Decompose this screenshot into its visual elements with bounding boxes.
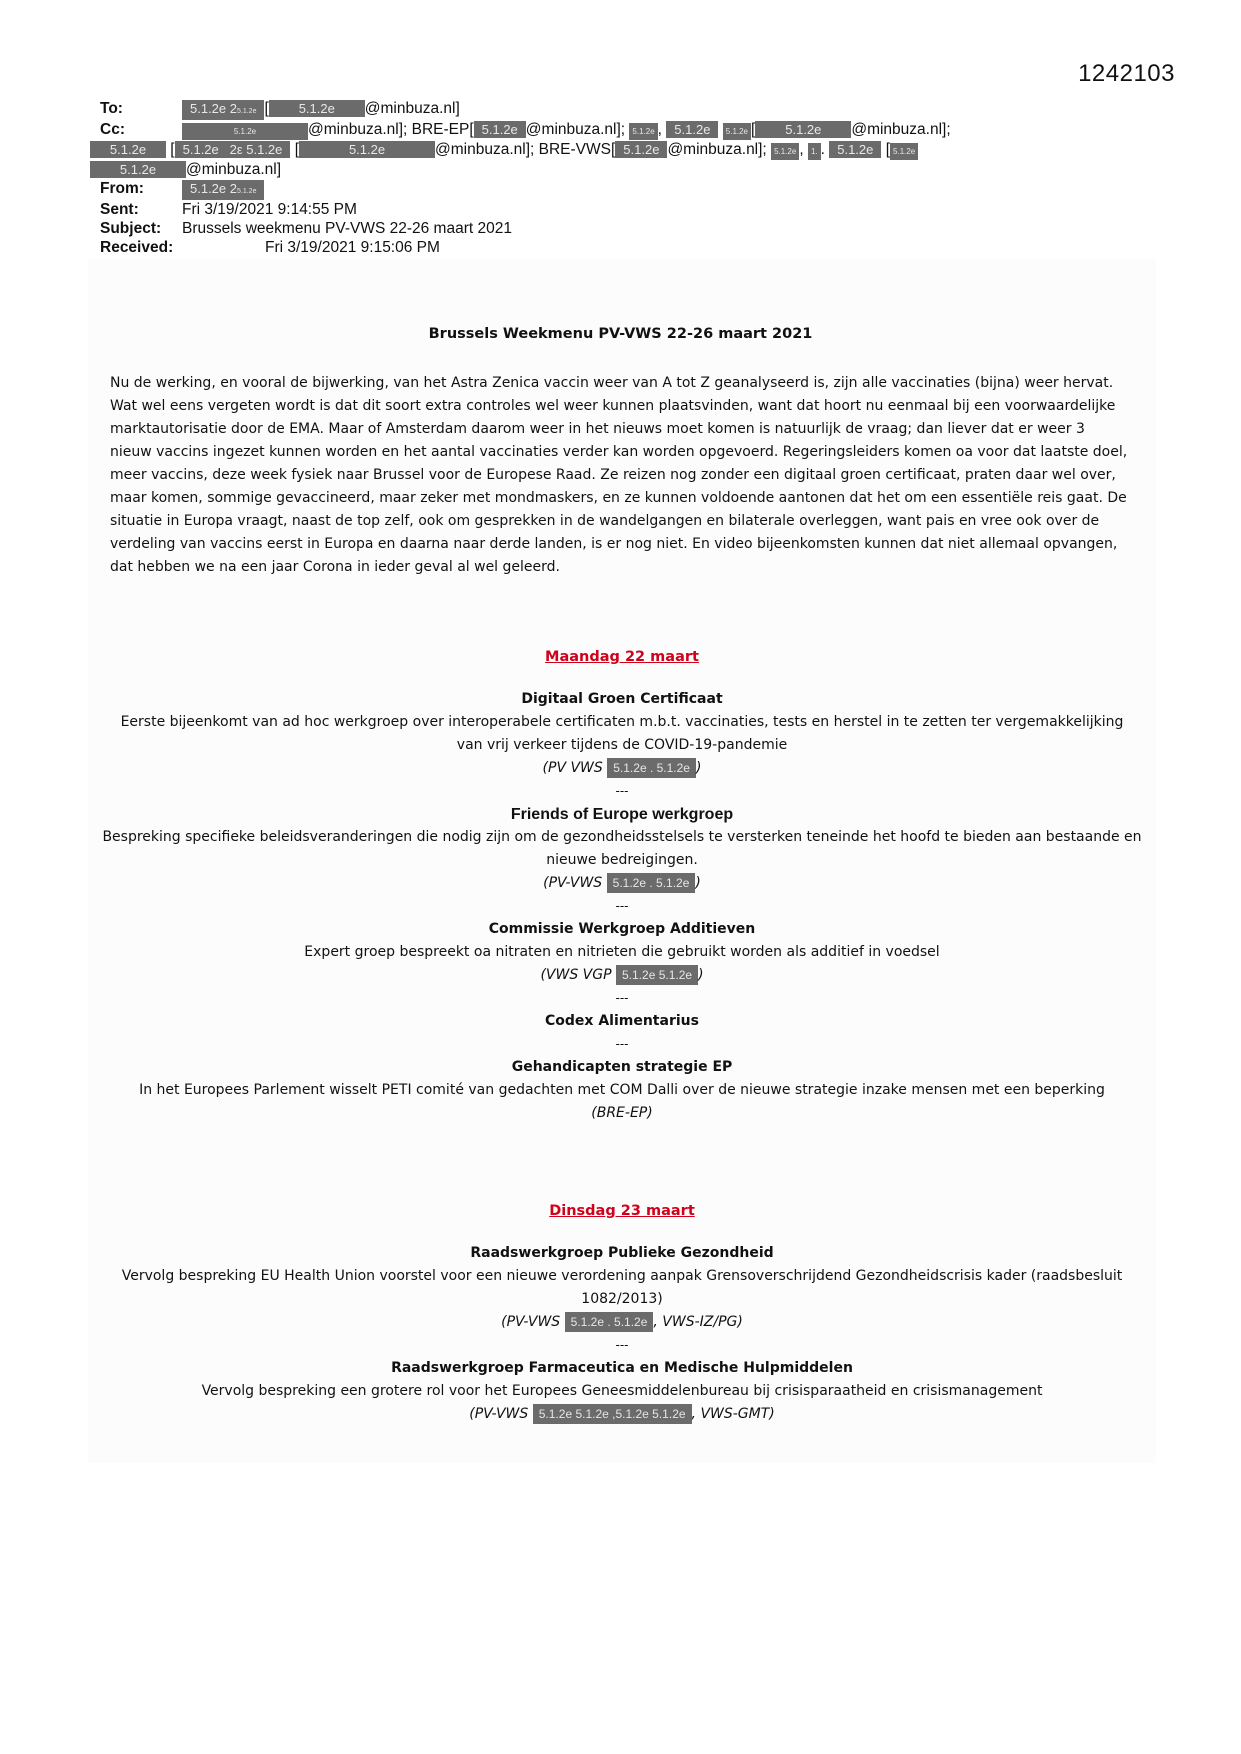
cc-row-3: 5.1.2e @minbuza.nl]: [90, 160, 1160, 179]
agenda-item-description: Vervolg bespreking een grotere rol voor het Europees Geneesmiddelenbureau bij crisisparaatheid en crisismanagement: [201, 1383, 1043, 1399]
separator: ---: [615, 991, 629, 1005]
agenda-item-description: Eerste bijeenkomt van ad hoc werkgroep over interoperabele certificaten m.b.t. vaccinaties, tests en herstel in te zetten ter vergemakkelijking van vrij verkeer tijdens de COVID-19-pandemie: [120, 714, 1124, 753]
agenda-item-description: In het Europees Parlement wisselt PETI comité van gedachten met COM Dalli over de nieuwe strategie inzake mensen met een beperking: [139, 1082, 1105, 1098]
redaction: 5.1.2e: [269, 100, 365, 117]
agenda-item-owner: (BRE-EP): [591, 1105, 653, 1121]
to-value: 5.1.2e 25.1.2e [ 5.1.2e @minbuza.nl]: [182, 99, 1160, 120]
agenda-item-owner: (PV-VWS 5.1.2e . 5.1.2e , VWS-IZ/PG): [501, 1314, 743, 1330]
agenda-item-title: Digitaal Groen Certificaat: [521, 691, 723, 707]
agenda-item-description: Vervolg bespreking EU Health Union voorstel voor een nieuwe verordening aanpak Grensoverschrijdend Gezondheidscrisis kader (raadsbesluit 1082/2013): [121, 1268, 1123, 1307]
redaction: 5.1.2e: [890, 143, 918, 160]
redaction: 5.1.2e . 5.1.2e: [607, 873, 696, 893]
day-heading: Dinsdag 23 maart: [549, 1203, 695, 1219]
sent-row: [100, 200, 1160, 219]
subject-value: Brussels weekmenu PV-VWS 22-26 maart 2021: [182, 220, 512, 237]
agenda-item-owner: (PV-VWS 5.1.2e 5.1.2e ,5.1.2e 5.1.2e , VWS-GMT): [469, 1406, 775, 1422]
redaction: 5.1.2e: [771, 143, 799, 160]
cc-value: 5.1.2e @minbuza.nl]; BRE-EP[ 5.1.2e @minbuza.nl]; 5.1.2e , 5.1.2e 5.1.2e [ 5.1.2e @minbuza.nl];: [182, 120, 1160, 140]
redaction: 1.: [808, 143, 821, 160]
day-section-monday: [88, 646, 1156, 1125]
agenda-item-owner: (VWS VGP 5.1.2e 5.1.2e ): [540, 967, 704, 983]
redaction: 5.1.2e: [829, 141, 881, 158]
agenda-item-title: Gehandicapten strategie EP: [511, 1059, 733, 1075]
cc-row: [100, 120, 1160, 140]
from-row: [100, 179, 1160, 200]
day-section-tuesday: [88, 1200, 1156, 1426]
redaction: 5.1.2e 5.1.2e ,5.1.2e 5.1.2e: [533, 1404, 692, 1424]
separator: ---: [615, 784, 629, 798]
intro-paragraph: Nu de werking, en vooral de bijwerking, van het Astra Zenica vaccin weer van A tot Z geanalyseerd is, zijn alle vaccinaties (bijna) weer hervat. Wat wel eens vergeten wordt is dat dit soort extra controles wel weer kunnen plaatsvinden, want dat hoort nu eenmaal bij een voorwaardelijke marktautorisatie door de EMA. Maar of Amsterdam daarom weer in het nieuws moet komen is natuurlijk de vraag; dan liever dat er weer 3 nieuw vaccins ingezet kunnen worden en het aantal vaccinaties verder kan worden opgevoerd. Regeringsleiders komen oa voor dat laatste doel, meer vaccins, deze week fysiek naar Brussel voor de Europese Raad. Ze reizen nog zonder een digitaal groen certificaat, praten daar wel over, maar komen, sommige gevaccineerd, maar zeker met mondmaskers, en ze kunnen voldoende aantonen dat het om een essentiële reis gaat. De situatie in Europa vraagt, naast de top zelf, ook om gesprekken in de wandelgangen en bilaterale overleggen, want pais en vree ook over de verdeling van vaccins eerst in Europa en daarna naar derde landen, is er nog niet. En video bijeenkomsten kunnen dat niet allemaal opvangen, dat hebben we na een jaar Corona in ieder geval al wel geleerd.: [110, 375, 1128, 575]
agenda-item-owner: (PV-VWS 5.1.2e . 5.1.2e ): [543, 875, 701, 891]
redaction: 5.1.2e: [666, 121, 718, 138]
agenda-item-description: Expert groep bespreekt oa nitraten en nitrieten die gebruikt worden als additief in voedsel: [304, 944, 940, 960]
redaction: 5.1.2e: [474, 121, 526, 138]
agenda-item-title: Commissie Werkgroep Additieven: [488, 921, 756, 937]
cc-label: Cc:: [100, 121, 125, 138]
redaction: 5.1.2e 25.1.2e: [182, 180, 264, 200]
redaction: 5.1.2e: [615, 141, 667, 158]
to-row: [100, 99, 1160, 120]
redaction: 5.1.2e 25.1.2e: [182, 100, 264, 120]
received-label: Received:: [100, 239, 174, 256]
redaction: 5.1.2e: [182, 123, 308, 140]
to-domain: @minbuza.nl]: [364, 100, 460, 117]
day-heading: Maandag 22 maart: [545, 649, 699, 665]
agenda-item-owner: (PV VWS 5.1.2e . 5.1.2e ): [542, 760, 702, 776]
received-value: Fri 3/19/2021 9:15:06 PM: [265, 239, 440, 256]
agenda-item-title: Raadswerkgroep Publieke Gezondheid: [470, 1245, 774, 1261]
redaction: 5.1.2e: [90, 141, 166, 158]
sent-label: Sent:: [100, 201, 139, 218]
separator: ---: [615, 1338, 629, 1352]
received-row: [100, 238, 1160, 257]
redaction: 5.1.2e . 5.1.2e: [607, 758, 696, 778]
redaction: 5.1.2e: [90, 161, 186, 178]
document-title: Brussels Weekmenu PV-VWS 22-26 maart 2021: [428, 326, 813, 342]
redaction: 5.1.2e: [629, 123, 657, 140]
separator: ---: [615, 899, 629, 913]
redaction: 5.1.2e: [299, 141, 435, 158]
agenda-item-title: Raadswerkgroep Farmaceutica en Medische Hulpmiddelen: [391, 1360, 853, 1376]
agenda-item-title: Codex Alimentarius: [545, 1013, 699, 1029]
agenda-item-description: Bespreking specifieke beleidsveranderingen die nodig zijn om de gezondheidsstelsels te versterken teneinde het hoofd te bieden aan bestaande en nieuwe bedreigingen.: [102, 829, 1142, 868]
separator: ---: [615, 1037, 629, 1051]
email-header: [100, 99, 1160, 257]
document-id: 1242103: [1078, 60, 1175, 87]
redaction: 5.1.2e 2ε 5.1.2e: [175, 141, 291, 158]
subject-label: Subject:: [100, 220, 162, 237]
cc-row-2: 5.1.2e [ 5.1.2e 2ε 5.1.2e [ 5.1.2e @minbuza.nl]; BRE-VWS[ 5.1.2e @minbuza.nl]; 5.1.2e , 1. . 5.1.2e [ 5.1.2e: [90, 140, 1160, 160]
subject-row: [100, 219, 1160, 238]
redaction: 5.1.2e: [755, 121, 851, 138]
agenda-item-title: Friends of Europe werkgroep: [510, 806, 734, 823]
to-label: To:: [100, 100, 123, 117]
redaction: 5.1.2e: [723, 123, 751, 140]
redaction: 5.1.2e 5.1.2e: [616, 965, 698, 985]
redaction: 5.1.2e . 5.1.2e: [565, 1312, 654, 1332]
sent-value: Fri 3/19/2021 9:14:55 PM: [182, 201, 357, 218]
from-label: From:: [100, 180, 144, 197]
